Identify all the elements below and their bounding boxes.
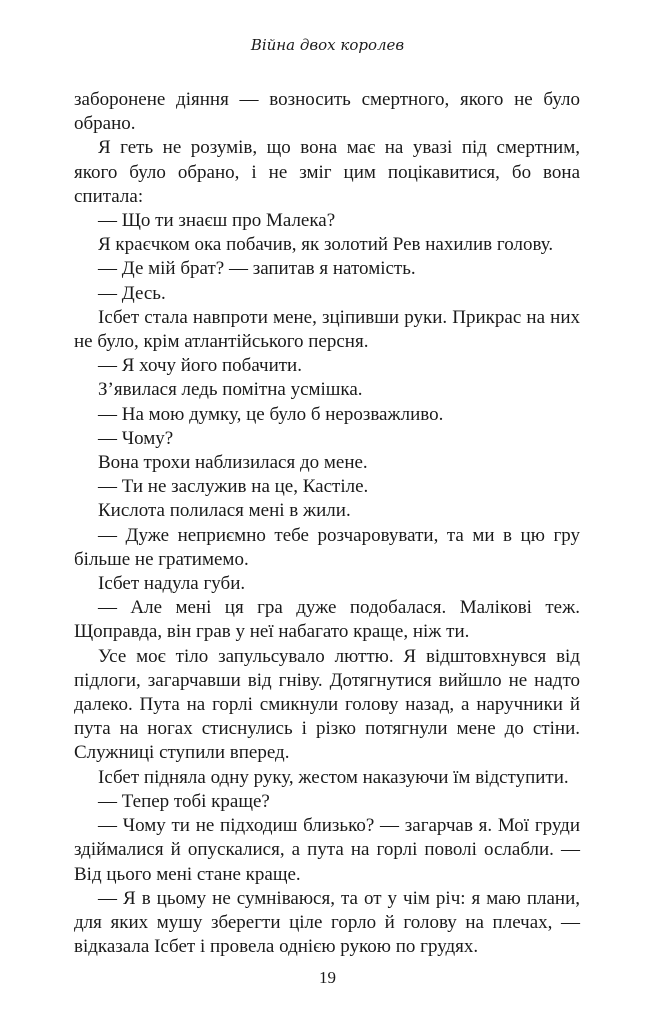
paragraph: — Я хочу його побачити. [98, 355, 302, 377]
paragraph: — Чому? [98, 427, 174, 449]
paragraph: Ісбет підняла одну руку, жестом наказуючи їм відступити. [98, 766, 569, 788]
paragraph: — На мою думку, це було б нерозважливо. [98, 403, 444, 425]
paragraph: — Де мій брат? — запитав я натомість. [98, 258, 416, 280]
paragraph: — Чому ти не підходиш близько? — загарчав я. Мої груди здіймалися й опускалися, а пута на горлі поволі ослабли. — Від цього мені стане краще. [74, 815, 580, 885]
paragraph: — Ти не заслужив на це, Кастіле. [98, 476, 369, 498]
paragraph: Я геть не розумів, що вона має на увазі під смертним, якого було обрано, і не зміг цим поцікавитися, бо вона спитала: [74, 137, 580, 207]
paragraph: — Дуже неприємно тебе розчаровувати, та ми в цю гру більше не гратимемо. [74, 524, 580, 570]
body-text [74, 88, 580, 959]
paragraph: Ісбет стала навпроти мене, зціпивши руки. Прикрас на них не було, крім атлантійського персня. [74, 306, 580, 353]
paragraph: Усе моє тіло запульсувало люттю. Я відштовхнувся від підлоги, загарчавши від гніву. Дотягнутися вийшло не надто далеко. Пута на горлі смикнули голову назад, а наручники й пута на ногах стиснулись і різко потягнули мене до стіни. Служниці ступили вперед. [74, 645, 580, 764]
paragraph: — Що ти знаєш про Малека? [98, 210, 336, 232]
paragraph: — Тепер тобі краще? [98, 790, 270, 812]
paragraph: Вона трохи наблизилася до мене. [98, 452, 368, 474]
paragraph: — Десь. [98, 282, 166, 304]
paragraph: — Я в цьому не сумніваюся, та от у чім річ: я маю плани, для яких мушу зберегти ціле горло й голову на плечах, — відказала Ісбет і провела однією рукою по грудях. [74, 887, 580, 958]
running-title: Війна двох королев [250, 36, 405, 54]
paragraph: З’явилася ледь помітна усмішка. [98, 379, 363, 401]
paragraph: Кислота полилася мені в жили. [98, 500, 351, 522]
paragraph: Я краєчком ока побачив, як золотий Рев нахилив голову. [98, 234, 554, 256]
paragraph: — Але мені ця гра дуже подобалася. Малікові теж. Щоправда, він грав у неї набагато краще, ніж ти. [74, 597, 580, 643]
paragraph: заборонене діяння — возносить смертного, якого не було обрано. [74, 89, 580, 135]
paragraph: Ісбет надула губи. [98, 573, 246, 595]
page-number: 19 [319, 968, 336, 987]
